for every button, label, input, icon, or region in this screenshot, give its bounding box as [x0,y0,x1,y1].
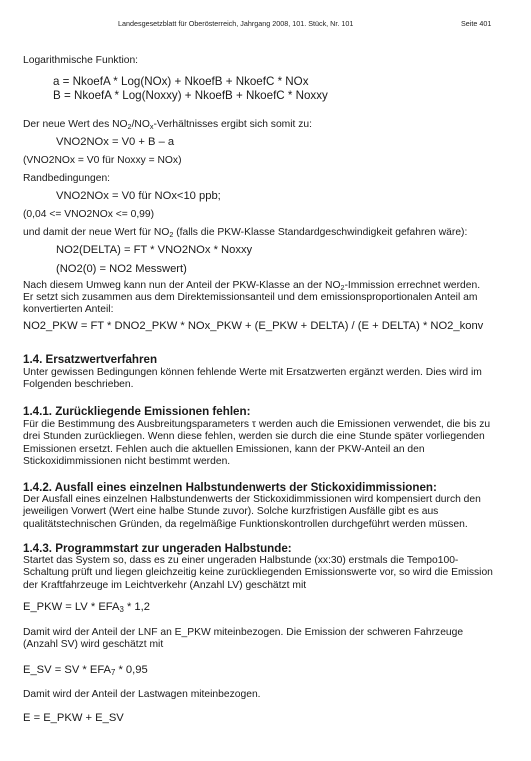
section-1-4-3-text: Startet das System so, dass es zu einer ungeraden Halbstunde (xx:30) erstmals die Tempo100-Schaltung prüft und liegen gleichzeitig keine zurückliegenden Emissionswerte vor, so wird die Emission der Kraftfahrzeuge im Leichtverkehr (Anzahl LV) geschätzt mit [23,555,493,591]
umweg-line-1: Nach diesem Umweg kann nun der Anteil der PKW-Klasse an der $NO_2$-Immission errechnet werden. [23,280,481,292]
boundary-condition-1: VNO2NOx = V0 für NOx<10 ppb; [56,190,221,202]
section-1-4-1-heading: 1.4.1. Zurückliegende Emissionen fehlen: [23,405,251,418]
lnf-paragraph: Damit wird der Anteil der LNF an E_PKW miteinbezogen. Die Emission der schweren Fahrzeuge (Anzahl SV) wird geschätzt mit [23,627,464,651]
formula-e-total: E = E_PKW + E_SV [23,712,124,724]
formula-no2-pkw: NO2_PKW = FT * DNO2_PKW * NOx_PKW + (E_PKW + DELTA) / (E + DELTA) * NO2_konv [23,320,484,332]
formula-e-pkw: E_PKW = LV * $EFA_3 * 1,2$ [23,601,150,614]
formula-e-sv: E_SV = SV * $EFA_7 * 0,95$ [23,664,148,677]
lastwagen-paragraph: Damit wird der Anteil der Lastwagen miteinbezogen. [23,689,261,700]
umweg-line-3: konvertierten Anteil: [23,304,114,315]
formula-b: B = NkoefA * Log(Noxxy) + NkoefB + NkoefC * Noxxy [53,89,328,102]
boundary-conditions-label: Randbedingungen: [23,173,111,184]
log-function-label: Logarithmische Funktion: [23,55,139,66]
boundary-condition-2: (0,04 <= VNO2NOx <= 0,99) [23,209,155,220]
formula-no2-delta: NO2(DELTA) = FT * VNO2NOx * Noxxy [56,244,253,256]
section-1-4-1-text: Für die Bestimmung des Ausbreitungsparameters τ werden auch die Emissionen verwendet, die bis zu drei Stunden zurückliegen. Wenn diese fehlen, werden sie durch die eine Stunde später vorliegenden Emissionen ersetzt. Fehlen auch die aktuellen Emissionen, kann der PKW-Anteil an den Stickoxidimmissionen nicht bestimmt werden. [23,419,491,467]
formula-no2-zero: (NO2(0) = NO2 Messwert) [56,263,187,275]
section-1-4-heading: 1.4. Ersatzwertverfahren [23,353,158,366]
formula-vno2nox: VNO2NOx = V0 + B – a [56,136,175,148]
running-header: Landesgesetzblatt für Oberösterreich, Jahrgang 2008, 101. Stück, Nr. 101 [118,19,354,28]
section-1-4-3-heading: 1.4.3. Programmstart zur ungeraden Halbstunde: [23,542,292,555]
umweg-line-2: Er setzt sich zusammen aus dem Direktemissionsanteil und dem emissionsproportionalen Anteil am [23,292,478,303]
page-number: Seite 401 [461,19,492,28]
ratio-note: (VNO2NOx = V0 für Noxxy = NOx) [23,155,182,166]
formula-a: a = NkoefA * Log(NOx) + NkoefB + NkoefC * NOx [53,75,309,88]
section-1-4-text: Unter gewissen Bedingungen können fehlende Werte mit Ersatzwerten ergänzt werden. Dies wird im Folgenden beschrieben. [23,367,482,391]
no2-intro: und damit der neue Wert für $NO_2$ (falls die PKW-Klasse Standardgeschwindigkeit gefahren wäre): [23,227,468,239]
section-1-4-2-text: Der Ausfall eines einzelnen Halbstundenwerts der Stickoxidimmissionen wird kompensiert durch den jeweiligen Vorwert (Wert eine halbe Stunde zuvor). Solche kurzfristigen Ausfälle gibt es aus qualitätstechnischen Gründen, da regelmäßige Funktionskontrollen durchgeführt werden müssen. [23,494,481,530]
section-1-4-2-heading: 1.4.2. Ausfall eines einzelnen Halbstundenwerts der Stickoxidimmissionen: [23,481,437,494]
ratio-intro: Der neue Wert des $NO_2/NO_x$-Verhältnisses ergibt sich somit zu: [23,119,313,131]
